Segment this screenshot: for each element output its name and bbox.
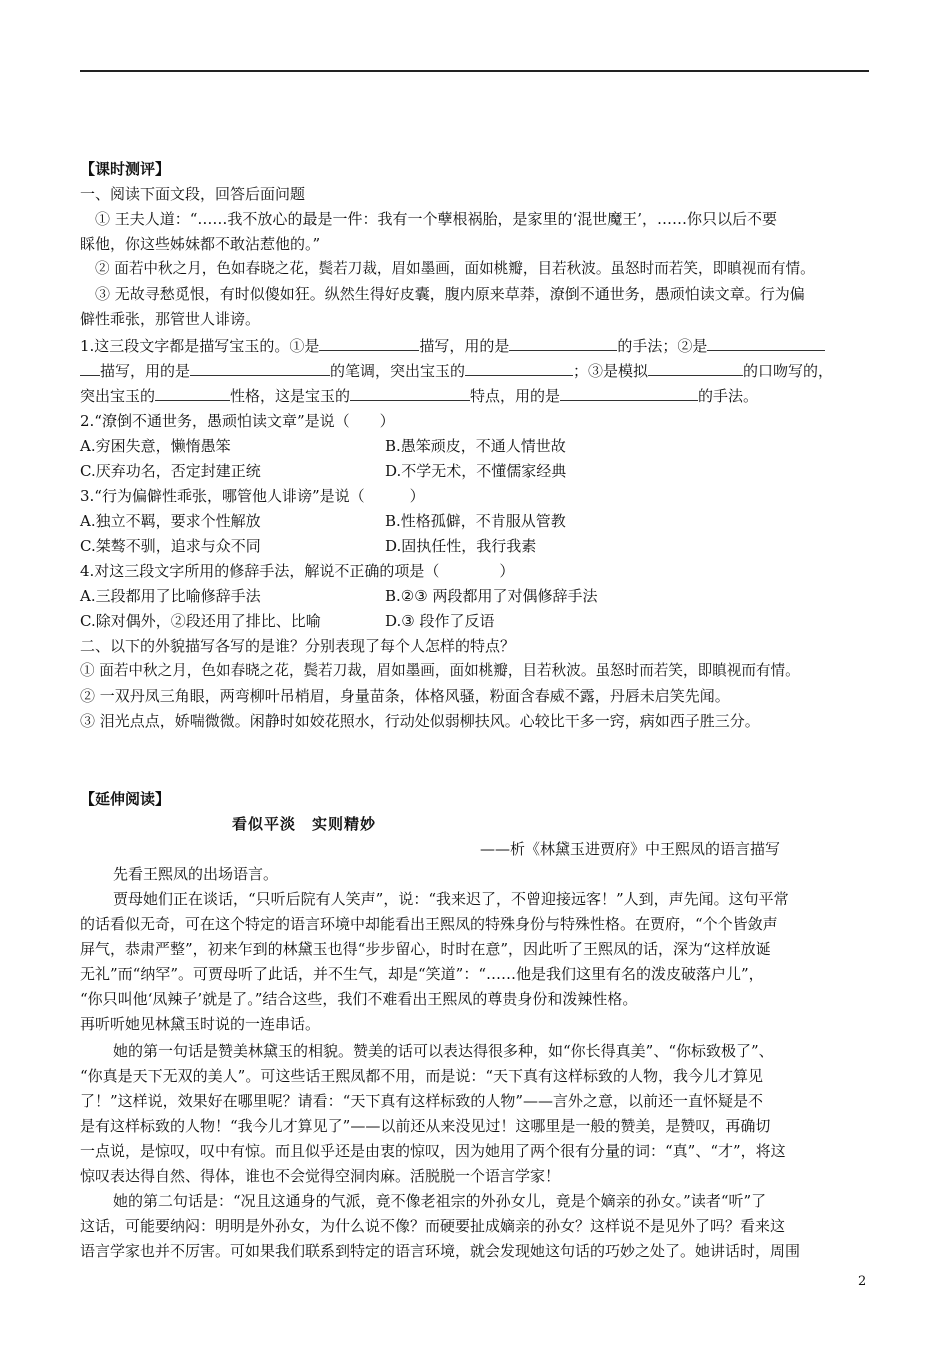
article-title: 看似平淡 实则精妙: [232, 815, 377, 833]
option-2a: A.穷困失意，懒惰愚笨: [80, 437, 231, 455]
answer-blank[interactable]: [155, 386, 230, 401]
answer-blank[interactable]: [190, 361, 330, 376]
option-2c: C.厌弃功名，否定封建正统: [80, 462, 261, 480]
article-line: “你真是天下无双的美人”。可这些话王熙凤都不用，而是说：“天下真有这样标致的人物，我今儿才算见: [80, 1067, 764, 1085]
article-line: 的话看似无奇，可在这个特定的语言环境中却能看出王熙凤的特殊身份与特殊性格。在贾府，“个个皆敛声: [80, 915, 778, 933]
section-heading-test: 【课时测评】: [80, 160, 171, 178]
option-2d: D.不学无术，不懂儒家经典: [385, 462, 567, 480]
article-line: 语言学家也并不厉害。可如果我们联系到特定的语言环境，就会发现她这句话的巧妙之处了。她讲话时，周围: [80, 1242, 801, 1260]
answer-blank[interactable]: [509, 336, 617, 351]
option-4d: D.③ 段作了反语: [385, 612, 495, 630]
option-4b: B.②③ 两段都用了对偶修辞手法: [385, 587, 598, 605]
question-1-text: 的口吻写的，: [743, 362, 834, 380]
page-number: 2: [858, 1274, 867, 1289]
answer-blank[interactable]: [465, 361, 573, 376]
article-line: 贾母她们正在谈话，“只听后院有人笑声”，说：“我来迟了，不曾迎接远客！”人到，声先闻。这句平常: [113, 890, 789, 908]
article-line: 无礼”而“纳罕”。可贾母听了此话，并不生气，却是“笑道”：“……他是我们这里有名的泼皮破落户儿”，: [80, 965, 764, 983]
article-line: 一点说，是惊叹，叹中有惊。而且似乎还是由衷的惊叹，因为她用了两个很有分量的词：“真”、“才”，将这: [80, 1142, 786, 1160]
answer-blank[interactable]: [707, 336, 825, 351]
question-1-text: ；③是模拟: [573, 362, 649, 380]
article-line: 这话，可能要纳闷：明明是外孙女，为什么说不像？而硬要扯成嫡亲的孙女？这样说不是见外了吗？看来这: [80, 1217, 786, 1235]
question-1-text: 描写，用的是: [100, 362, 191, 380]
question-1-text: 突出宝玉的: [80, 387, 156, 405]
question-1-text: 的手法；②是: [617, 337, 708, 355]
question-4: 4.对这三段文字所用的修辞手法，解说不正确的项是（ ）: [80, 562, 515, 580]
passage-1-line-2: 睬他，你这些姊妹都不敢沾惹他的。”: [80, 235, 321, 253]
option-3a: A.独立不羁，要求个性解放: [80, 512, 261, 530]
passage-3-line-1: ③ 无故寻愁觅恨，有时似傻如狂。纵然生得好皮囊，腹内原来草莽，潦倒不通世务，愚顽怕读文章。行为偏: [95, 285, 805, 303]
header-rule: [80, 70, 869, 72]
answer-blank[interactable]: [350, 386, 470, 401]
question-1-line-1: [80, 335, 825, 357]
answer-blank[interactable]: [648, 361, 743, 376]
appearance-1: ① 面若中秋之月，色如春晓之花，鬓若刀裁，眉如墨画，面如桃瓣，目若秋波。虽怒时而若笑，即瞋视而有情。: [80, 662, 800, 679]
option-3b: B.性格孤僻，不肯服从管教: [385, 512, 566, 530]
passage-3-line-2: 僻性乖张，那管世人诽谤。: [80, 310, 261, 328]
article-line: 先看王熙凤的出场语言。: [113, 865, 279, 883]
question-1-text: 的手法。: [698, 387, 759, 405]
question-2: 2.“潦倒不通世务，愚顽怕读文章”是说（ ）: [80, 412, 395, 430]
option-3c: C.桀骜不驯，追求与众不同: [80, 537, 261, 555]
answer-blank[interactable]: [80, 361, 100, 376]
appearance-3: ③ 泪光点点，娇喘微微。闲静时如姣花照水，行动处似弱柳扶风。心较比干多一窍，病如西子胜三分。: [80, 712, 760, 730]
question-1-text: 的笔调，突出宝玉的: [330, 362, 466, 380]
section-2-question: 二、以下的外貌描写各写的是谁？分别表现了每个人怎样的特点？: [80, 637, 516, 655]
question-1-text: 性格，这是宝玉的: [230, 387, 351, 405]
article-line: 她的第一句话是赞美林黛玉的相貌。赞美的话可以表达得很多种，如“你长得真美”、“你标致极了”、: [113, 1042, 774, 1060]
option-2b: B.愚笨顽皮，不通人情世故: [385, 437, 566, 455]
answer-blank[interactable]: [560, 386, 698, 401]
option-4c: C.除对偶外，②段还用了排比、比喻: [80, 612, 321, 630]
question-1-line-2: [80, 360, 833, 382]
article-line: 再听听她见林黛玉时说的一连串话。: [80, 1015, 321, 1033]
article-line: 是有这样标致的人物！“我今儿才算见了”——以前还从来没见过！这哪里是一般的赞美，是赞叹，再确切: [80, 1117, 771, 1135]
answer-blank[interactable]: [319, 336, 419, 351]
section-heading-reading: 【延伸阅读】: [80, 790, 171, 808]
article-line: 屏气，恭肃严整”，初来乍到的林黛玉也得“步步留心，时时在意”，因此听了王熙凤的话，深为“这样放诞: [80, 940, 771, 958]
question-1-text: 描写，用的是: [419, 337, 510, 355]
appearance-2: ② 一双丹凤三角眼，两弯柳叶吊梢眉，身量苗条，体格风骚，粉面含春威不露，丹唇未启笑先闻。: [80, 687, 730, 705]
passage-2: ② 面若中秋之月，色如春晓之花，鬓若刀裁，眉如墨画，面如桃瓣，目若秋波。虽怒时而若笑，即瞋视而有情。: [95, 260, 815, 277]
question-1-text: 特点，用的是: [470, 387, 561, 405]
passage-1-line-1: ① 王夫人道：“……我不放心的最是一件：我有一个孽根祸胎，是家里的‘混世魔王’，……你只以后不要: [95, 210, 777, 228]
article-subtitle: ——析《林黛玉进贾府》中王熙凤的语言描写: [480, 840, 781, 858]
question-intro: 一、阅读下面文段，回答后面问题: [80, 185, 306, 203]
question-3: 3.“行为偏僻性乖张，哪管他人诽谤”是说（ ）: [80, 487, 425, 505]
article-line: 了！”这样说，效果好在哪里呢？请看：“天下真有这样标致的人物”——言外之意，以前还一直怀疑是不: [80, 1092, 764, 1110]
question-1-line-3: [80, 385, 758, 407]
option-4a: A.三段都用了比喻修辞手法: [80, 587, 261, 605]
option-3d: D.固执任性，我行我素: [385, 537, 537, 555]
article-line: 她的第二句话是：“况且这通身的气派，竟不像老祖宗的外孙女儿，竟是个嫡亲的孙女。”读者“听”了: [113, 1192, 767, 1210]
question-1-text: 1.这三段文字都是描写宝玉的。①是: [80, 337, 320, 355]
article-line: 惊叹表达得自然、得体，谁也不会觉得空洞肉麻。活脱脱一个语言学家！: [80, 1167, 561, 1185]
article-line: “你只叫他‘凤辣子’就是了。”结合这些，我们不难看出王熙凤的尊贵身份和泼辣性格。: [80, 990, 638, 1008]
